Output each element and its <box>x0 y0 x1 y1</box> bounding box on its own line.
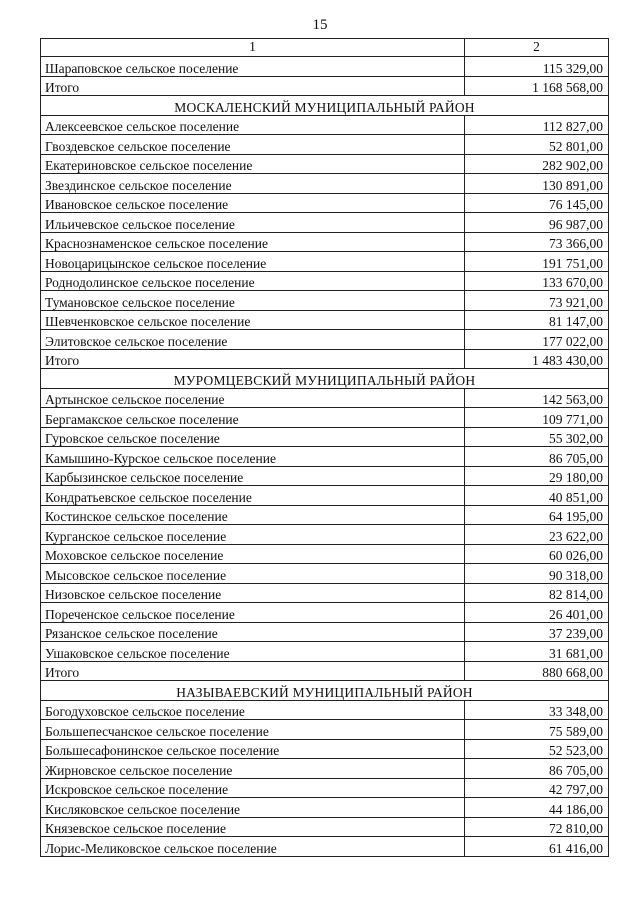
total-row <box>41 661 609 681</box>
settlement-row <box>41 622 609 642</box>
settlement-amount: 60 026,00 <box>465 544 609 564</box>
settlement-amount: 61 416,00 <box>465 837 609 857</box>
settlement-name: Элитовское сельское поселение <box>41 330 465 350</box>
settlement-row <box>41 388 609 408</box>
settlement-amount: 130 891,00 <box>465 174 609 194</box>
total-label: Итого <box>41 76 465 96</box>
total-row <box>41 349 609 369</box>
settlement-amount: 112 827,00 <box>465 115 609 135</box>
settlement-row <box>41 115 609 135</box>
settlement-amount: 75 589,00 <box>465 720 609 740</box>
settlement-name: Роднодолинское сельское поселение <box>41 271 465 291</box>
settlement-amount: 37 239,00 <box>465 622 609 642</box>
settlement-name: Кондратьевское сельское поселение <box>41 486 465 506</box>
settlement-name: Ушаковское сельское поселение <box>41 642 465 662</box>
settlement-row <box>41 544 609 564</box>
settlement-name: Большесафонинское сельское поселение <box>41 739 465 759</box>
settlement-name: Шараповское сельское поселение <box>41 57 465 77</box>
settlement-amount: 52 801,00 <box>465 135 609 155</box>
settlement-amount: 82 814,00 <box>465 583 609 603</box>
settlement-amount: 23 622,00 <box>465 525 609 545</box>
settlement-name: Костинское сельское поселение <box>41 505 465 525</box>
settlement-amount: 33 348,00 <box>465 700 609 720</box>
settlement-row <box>41 642 609 662</box>
settlement-amount: 52 523,00 <box>465 739 609 759</box>
settlement-name: Низовское сельское поселение <box>41 583 465 603</box>
settlement-row <box>41 330 609 350</box>
page-number: 15 <box>312 17 328 33</box>
settlement-row <box>41 291 609 311</box>
settlement-amount: 282 902,00 <box>465 154 609 174</box>
total-label: Итого <box>41 661 465 681</box>
settlement-name: Камышино-Курское сельское поселение <box>41 447 465 467</box>
settlement-name: Искровское сельское поселение <box>41 778 465 798</box>
section-header-row <box>41 369 609 389</box>
total-row <box>41 76 609 96</box>
settlement-row <box>41 700 609 720</box>
section-header-row <box>41 96 609 116</box>
settlement-name: Богодуховское сельское поселение <box>41 700 465 720</box>
section-title: МУРОМЦЕВСКИЙ МУНИЦИПАЛЬНЫЙ РАЙОН <box>41 369 609 389</box>
settlement-row <box>41 135 609 155</box>
settlement-amount: 191 751,00 <box>465 252 609 272</box>
settlement-row <box>41 505 609 525</box>
total-label: Итого <box>41 349 465 369</box>
settlement-amount: 96 987,00 <box>465 213 609 233</box>
table-body <box>41 57 609 857</box>
settlement-name: Князевское сельское поселение <box>41 817 465 837</box>
settlement-row <box>41 427 609 447</box>
settlement-row <box>41 310 609 330</box>
settlement-name: Гуровское сельское поселение <box>41 427 465 447</box>
settlement-name: Кисляковское сельское поселение <box>41 798 465 818</box>
settlement-name: Жирновское сельское поселение <box>41 759 465 779</box>
settlement-name: Гвоздевское сельское поселение <box>41 135 465 155</box>
settlement-amount: 42 797,00 <box>465 778 609 798</box>
settlement-row <box>41 525 609 545</box>
column-number-1: 1 <box>41 39 465 57</box>
settlement-name: Ильичевское сельское поселение <box>41 213 465 233</box>
settlement-amount: 73 366,00 <box>465 232 609 252</box>
settlement-row <box>41 213 609 233</box>
settlement-row <box>41 193 609 213</box>
settlement-name: Звездинское сельское поселение <box>41 174 465 194</box>
settlement-name: Алексеевское сельское поселение <box>41 115 465 135</box>
settlement-amount: 44 186,00 <box>465 798 609 818</box>
column-number-2: 2 <box>465 39 609 57</box>
settlement-amount: 86 705,00 <box>465 447 609 467</box>
settlement-row <box>41 564 609 584</box>
settlement-name: Тумановское сельское поселение <box>41 291 465 311</box>
settlement-name: Шевченковское сельское поселение <box>41 310 465 330</box>
section-title: МОСКАЛЕНСКИЙ МУНИЦИПАЛЬНЫЙ РАЙОН <box>41 96 609 116</box>
settlement-name: Рязанское сельское поселение <box>41 622 465 642</box>
settlement-row <box>41 778 609 798</box>
total-amount: 1 483 430,00 <box>465 349 609 369</box>
settlement-row <box>41 57 609 77</box>
settlement-name: Ивановское сельское поселение <box>41 193 465 213</box>
settlement-amount: 115 329,00 <box>465 57 609 77</box>
settlement-amount: 142 563,00 <box>465 388 609 408</box>
settlement-row <box>41 252 609 272</box>
settlement-name: Новоцарицынское сельское поселение <box>41 252 465 272</box>
settlement-row <box>41 817 609 837</box>
settlement-row <box>41 798 609 818</box>
settlement-row <box>41 739 609 759</box>
section-title: НАЗЫВАЕВСКИЙ МУНИЦИПАЛЬНЫЙ РАЙОН <box>41 681 609 701</box>
total-amount: 1 168 568,00 <box>465 76 609 96</box>
settlement-name: Мысовское сельское поселение <box>41 564 465 584</box>
settlement-amount: 109 771,00 <box>465 408 609 428</box>
settlement-amount: 26 401,00 <box>465 603 609 623</box>
settlement-amount: 76 145,00 <box>465 193 609 213</box>
settlement-amount: 90 318,00 <box>465 564 609 584</box>
settlement-name: Моховское сельское поселение <box>41 544 465 564</box>
settlement-name: Артынское сельское поселение <box>41 388 465 408</box>
settlement-amount: 31 681,00 <box>465 642 609 662</box>
settlement-row <box>41 232 609 252</box>
settlement-amount: 177 022,00 <box>465 330 609 350</box>
section-header-row <box>41 681 609 701</box>
settlement-name: Карбызинское сельское поселение <box>41 466 465 486</box>
settlement-row <box>41 583 609 603</box>
column-number-row <box>41 39 609 57</box>
settlement-amount: 73 921,00 <box>465 291 609 311</box>
settlement-name: Пореченское сельское поселение <box>41 603 465 623</box>
total-amount: 880 668,00 <box>465 661 609 681</box>
settlement-amount: 133 670,00 <box>465 271 609 291</box>
settlement-row <box>41 408 609 428</box>
settlement-name: Екатериновское сельское поселение <box>41 154 465 174</box>
settlement-row <box>41 486 609 506</box>
settlement-row <box>41 447 609 467</box>
settlement-row <box>41 837 609 857</box>
settlement-row <box>41 603 609 623</box>
settlement-row <box>41 271 609 291</box>
settlement-amount: 40 851,00 <box>465 486 609 506</box>
settlement-name: Краснознаменское сельское поселение <box>41 232 465 252</box>
settlement-row <box>41 720 609 740</box>
settlement-amount: 29 180,00 <box>465 466 609 486</box>
settlement-row <box>41 759 609 779</box>
settlement-name: Лорис-Меликовское сельское поселение <box>41 837 465 857</box>
settlement-amount: 64 195,00 <box>465 505 609 525</box>
settlement-row <box>41 466 609 486</box>
settlement-row <box>41 174 609 194</box>
settlement-name: Курганское сельское поселение <box>41 525 465 545</box>
allocation-table <box>40 38 609 857</box>
settlement-row <box>41 154 609 174</box>
settlement-amount: 86 705,00 <box>465 759 609 779</box>
settlement-name: Большепесчанское сельское поселение <box>41 720 465 740</box>
settlement-amount: 55 302,00 <box>465 427 609 447</box>
settlement-amount: 72 810,00 <box>465 817 609 837</box>
settlement-name: Бергамакское сельское поселение <box>41 408 465 428</box>
settlement-amount: 81 147,00 <box>465 310 609 330</box>
